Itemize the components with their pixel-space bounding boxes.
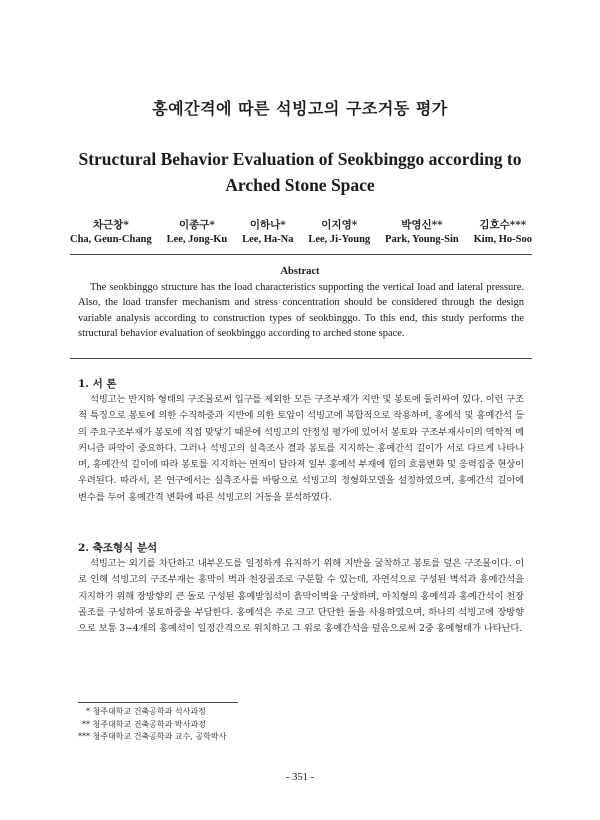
author-korean-name: 김호수*** bbox=[479, 219, 527, 231]
author bbox=[242, 218, 293, 248]
author bbox=[474, 218, 532, 248]
author-english-name: Lee, Ha-Na bbox=[242, 234, 294, 245]
author bbox=[70, 218, 152, 248]
footnote-divider bbox=[78, 702, 238, 703]
author-korean-name: 박영신** bbox=[401, 219, 443, 231]
abstract-divider bbox=[70, 358, 532, 359]
author bbox=[308, 218, 370, 248]
author-english-name: Park, Young-Sin bbox=[385, 234, 459, 245]
korean-title: 홍예간격에 따른 석빙고의 구조거동 평가 bbox=[152, 99, 448, 118]
header-divider bbox=[70, 254, 532, 255]
author-english-name: Cha, Geun-Chang bbox=[70, 234, 152, 245]
footnotes bbox=[78, 706, 378, 744]
author-korean-name: 이지영* bbox=[321, 219, 358, 231]
abstract-heading: Abstract bbox=[280, 266, 320, 277]
footnote: * 청주대학교 건축공학과 석사과정 bbox=[86, 707, 206, 716]
section-heading-construction-type: 2. 축조형식 분석 bbox=[78, 542, 158, 554]
footnote: *** 청주대학교 건축공학과 교수, 공학박사 bbox=[78, 732, 227, 741]
page-number: - 351 - bbox=[286, 772, 314, 783]
author-english-name: Lee, Jong-Ku bbox=[166, 234, 228, 245]
section-heading-introduction: 1. 서 론 bbox=[78, 378, 117, 390]
abstract-text: The seokbinggo structure has the load characteristics supporting the vertical load and lateral pressure. Also, the load transfer mechanism and stress concentration should be considered through the design variable analysis according to construction types of seokbinggo. To this end, this study performs the structural behavior evaluation of seokbinggo according to arched stone space. bbox=[78, 282, 524, 340]
author-english-name: Kim, Ho-Soo bbox=[473, 234, 532, 245]
author-list bbox=[70, 218, 532, 248]
author-korean-name: 이하나* bbox=[249, 219, 286, 231]
footnote: ** 청주대학교 건축공학과 박사과정 bbox=[82, 719, 206, 729]
author-korean-name: 차근창* bbox=[92, 219, 129, 231]
author-korean-name: 이종구* bbox=[178, 219, 215, 231]
english-title: Structural Behavior Evaluation of Seokbinggo according to Arched Stone Space bbox=[78, 149, 522, 195]
author-english-name: Lee, Ji-Young bbox=[308, 234, 371, 245]
section-text-construction-type: 석빙고는 외기를 차단하고 내부온도를 일정하게 유지하기 위해 지반을 굴착하고 봉토를 덮은 구조물이다. 이로 인해 석빙고의 구조부재는 홍막이 벽과 천장골조로 구분할 수 있는데, 자연석으로 구성된 벽석과 홍예간석을 지지하기 위해 장방향의 큰 돌로 구성된 홍예받침석이 흙막이벽을 구성하며, 아치형의 홍예석과 홍예간석이 천장골조를 구성하여 봉토하중을 부담한다. 홍예석은 주로 크고 단단한 돌을 사용하였으며, 하나의 석빙고에 장방향으로 보통 3~4개의 홍예석이 일정간격으로 위치하고 그 위로 홍예간석을 덮음으로써 2중 홍예형태가 나타난다. bbox=[78, 558, 524, 635]
author bbox=[385, 218, 459, 248]
author bbox=[167, 218, 228, 248]
section-text-introduction: 석빙고는 반지하 형태의 구조물로써 입구를 제외한 모든 구조부재가 지반 및 봉토에 둘러싸여 있다. 이런 구조적 특징으로 봉토에 의한 수직하중과 지반에 의한 토압이 석빙고에 복합적으로 작용하며, 홍예석 및 홍예간석 등의 주요구조부재가 봉토에 직접 맞닿기 때문에 석빙고의 안정성 평가에 있어서 봉토와 구조부재사이의 역학적 메커니즘 파악이 중요하다. 그러나 석빙고의 실측조사 결과 봉토를 지지하는 홍예간석 길이가 서로 다르게 나타나며, 홍예간석 길이에 따라 봉토를 지지하는 면적이 달라져 일부 홍예석 부재에 힘의 흐름변화 및 응력집중 현상이 우려된다. 따라서, 본 연구에서는 실측조사를 바탕으로 석빙고의 정형화모델을 설정하였으며, 홍예간석 길이에 변수를 두어 홍예간격 변화에 따른 석빙고의 거동을 분석하였다. bbox=[78, 394, 524, 503]
